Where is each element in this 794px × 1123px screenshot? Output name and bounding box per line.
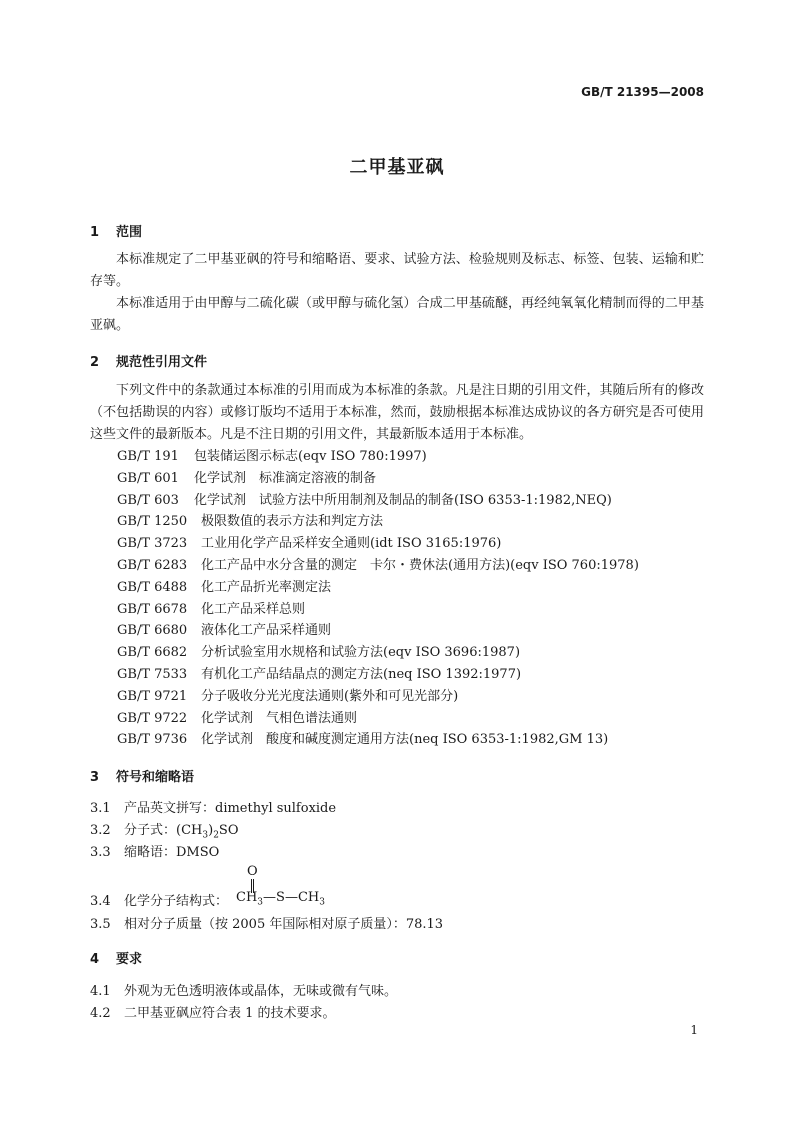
reference-item <box>117 468 376 490</box>
section-3-heading <box>90 766 194 785</box>
section-number: 4 <box>90 952 100 967</box>
reference-code: GB/T 1250 <box>117 514 188 530</box>
clause-text: 产品英文拼写：dimethyl sulfoxide <box>124 801 337 816</box>
clause-number: 3.1 <box>90 801 111 816</box>
clause-3-1 <box>90 797 336 816</box>
structural-formula: $CH_3—S—CH_3$ <box>236 890 325 908</box>
section-1-heading <box>90 221 142 240</box>
clause-3-5 <box>90 913 443 932</box>
reference-code: GB/T 603 <box>117 492 179 508</box>
reference-code: GB/T 9722 <box>117 710 188 726</box>
section-title: 符号和缩略语 <box>116 770 195 785</box>
reference-title: 化工产品采样总则 <box>201 601 306 617</box>
reference-item <box>117 446 427 468</box>
reference-code: GB/T 6283 <box>117 558 188 573</box>
reference-item <box>117 555 639 577</box>
reference-item <box>117 642 520 664</box>
clause-4-1 <box>90 980 397 999</box>
reference-title: 化工产品折光率测定法 <box>201 579 332 595</box>
reference-item <box>117 620 331 642</box>
reference-title: 包装储运图示标志(eqv ISO 780:1997) <box>194 449 427 464</box>
reference-title: 化学试剂 酸度和碱度测定通用方法(neq ISO 6353-1:1982,GM 13) <box>201 732 609 748</box>
section-2-paragraph: 下列文件中的条款通过本标准的引用而成为本标准的条款。凡是注日期的引用文件，其随后所有的修改（不包括勘误的内容）或修订版均不适用于本标准，然而，鼓励根据本标准达成协议的各方研究是否可使用这些文件的最新版本。凡是不注日期的引用文件，其最新版本适用于本标准。 <box>90 383 704 442</box>
reference-item <box>117 729 608 751</box>
clause-4-2 <box>90 1002 336 1021</box>
reference-item <box>117 599 305 621</box>
reference-item <box>117 686 458 708</box>
section-title: 规范性引用文件 <box>116 355 208 370</box>
document-title: 二甲基亚砜 <box>349 157 445 178</box>
reference-code: GB/T 6682 <box>117 645 188 661</box>
reference-title: 极限数值的表示方法和判定方法 <box>201 514 384 530</box>
clause-text: 外观为无色透明液体或晶体，无味或微有气味。 <box>124 984 398 999</box>
section-number: 2 <box>90 355 100 370</box>
reference-code: GB/T 191 <box>117 449 179 464</box>
reference-title: 有机化工产品结晶点的测定方法(neq ISO 1392:1977) <box>201 667 522 682</box>
section-4-heading <box>90 948 142 967</box>
clause-number: 3.3 <box>90 845 111 860</box>
molecular-formula: $(CH_3)_2SO$ <box>176 823 239 841</box>
page-number: 1 <box>690 1023 698 1037</box>
section-number: 1 <box>90 225 100 240</box>
clause-number: 3.4 <box>90 894 111 909</box>
reference-item <box>117 533 501 555</box>
reference-code: GB/T 6678 <box>117 601 188 617</box>
clause-number: 4.1 <box>90 984 111 999</box>
section-1-paragraph-1: 本标准规定了二甲基亚砜的符号和缩略语、要求、试验方法、检验规则及标志、标签、包装、运输和贮存等。 <box>90 252 704 289</box>
clause-text: 相对分子质量（按 2005 年国际相对原子质量）：78.13 <box>124 917 444 932</box>
reference-code: GB/T 3723 <box>117 536 188 552</box>
reference-title: 分子吸收分光光度法通则(紫外和可见光部分) <box>201 688 459 704</box>
reference-code: GB/T 6488 <box>117 579 188 595</box>
reference-code: GB/T 6680 <box>117 623 188 639</box>
reference-item <box>117 577 331 599</box>
structural-oxygen-atom: O <box>247 864 258 879</box>
clause-number: 3.5 <box>90 917 111 932</box>
clause-text: 缩略语：DMSO <box>124 845 220 860</box>
clause-3-2 <box>90 819 239 841</box>
reference-item <box>117 490 612 512</box>
clause-number: 4.2 <box>90 1006 111 1021</box>
reference-title: 化工产品中水分含量的测定 卡尔・费休法(通用方法)(eqv ISO 760:1978) <box>201 558 639 573</box>
section-number: 3 <box>90 770 100 785</box>
clause-number: 3.2 <box>90 823 111 838</box>
section-1-paragraph-2: 本标准适用于由甲醇与二硫化碳（或甲醇与硫化氢）合成二甲基硫醚，再经纯氧氧化精制而得的二甲基亚砜。 <box>90 296 704 333</box>
reference-title: 液体化工产品采样通则 <box>201 623 332 639</box>
reference-title: 化学试剂 试验方法中所用制剂及制品的制备(ISO 6353-1:1982,NEQ) <box>194 492 612 508</box>
reference-code: GB/T 9736 <box>117 732 188 748</box>
reference-title: 工业用化学产品采样安全通则(idt ISO 3165:1976) <box>201 536 502 552</box>
section-title: 要求 <box>116 952 143 967</box>
reference-code: GB/T 7533 <box>117 667 188 682</box>
reference-title: 化学试剂 标准滴定溶液的制备 <box>194 470 377 486</box>
clause-label: 化学分子结构式： <box>124 894 229 909</box>
clause-3-3 <box>90 841 219 860</box>
standard-number: GB/T 21395—2008 <box>581 85 704 99</box>
reference-title: 分析试验室用水规格和试验方法(eqv ISO 3696:1987) <box>201 645 521 661</box>
reference-code: GB/T 601 <box>117 470 179 486</box>
reference-title: 化学试剂 气相色谱法通则 <box>201 710 358 726</box>
reference-item <box>117 511 383 533</box>
clause-3-4 <box>90 890 228 909</box>
reference-item <box>117 708 357 730</box>
clause-label: 分子式： <box>124 823 177 838</box>
clause-text: 二甲基亚砜应符合表 1 的技术要求。 <box>124 1006 336 1021</box>
reference-item <box>117 664 521 686</box>
section-2-heading <box>90 351 207 370</box>
section-title: 范围 <box>116 225 143 240</box>
reference-code: GB/T 9721 <box>117 688 188 704</box>
